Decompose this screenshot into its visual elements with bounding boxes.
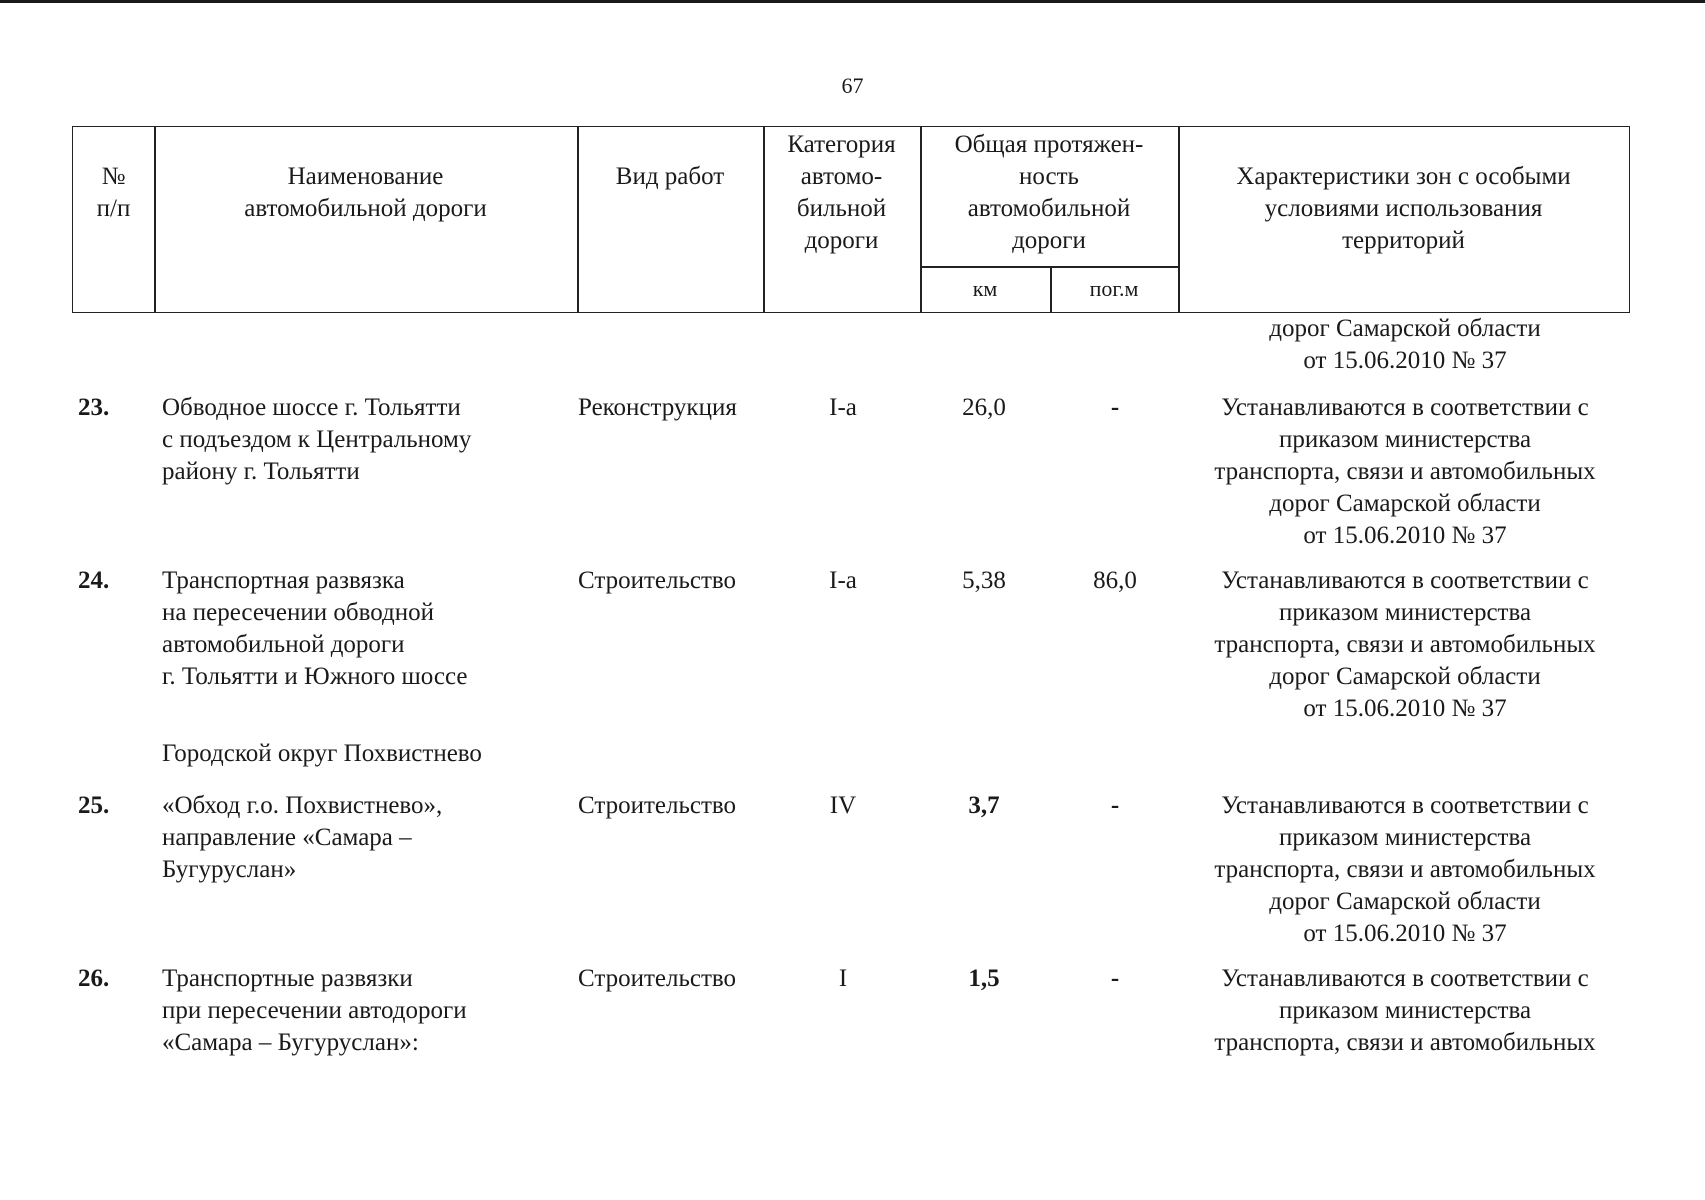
top-rule [0,0,1705,3]
work-type: Строительство [578,792,737,819]
row-number: 23. [78,394,110,421]
length-km: 1,5 [968,965,1000,992]
header-name: Наименование автомобильной дороги [244,163,487,222]
table-header [72,126,1630,313]
zone-characteristics: Устанавливаются в соответствии с приказом министерства транспорта, связи и автомобильных дорог Самарской области от 15.06.2010 № 37 [1214,792,1596,947]
subheader-divider [920,266,1178,268]
length-pm: - [1110,965,1120,992]
zone-characteristics: Устанавливаются в соответствии с приказом министерства транспорта, связи и автомобильных дорог Самарской области от 15.06.2010 № 37 [1214,394,1596,549]
road-name: «Обход г.о. Похвистнево», направление «Самара – Бугуруслан» [162,792,443,883]
road-category: IV [829,792,857,819]
road-name: Обводное шоссе г. Тольятти с подъездом к Центральному району г. Тольятти [162,394,472,485]
header-characteristics: Характеристики зон с особыми условиями использования территорий [1236,163,1571,254]
header-length-km: км [972,276,998,301]
page-number: 67 [841,73,864,98]
row-number: 26. [78,965,110,992]
road-name: Транспортные развязки при пересечении автодороги «Самара – Бугуруслан»: [162,965,467,1056]
zone-characteristics: Устанавливаются в соответствии с приказом министерства транспорта, связи и автомобильных [1214,965,1596,1056]
length-km: 5,38 [962,567,1006,594]
section-title: Городской округ Похвистнево [162,740,482,767]
length-km: 3,7 [968,792,1000,819]
length-pm: - [1110,394,1120,421]
header-num: № п/п [96,163,131,222]
length-km: 26,0 [962,394,1006,421]
row-number: 24. [78,567,110,594]
col-divider [577,127,579,312]
header-work-type: Вид работ [615,163,725,190]
road-category: I [838,965,848,992]
continuation-text: дорог Самарской области от 15.06.2010 № 37 [1269,315,1541,374]
length-pm: - [1110,792,1120,819]
road-category: I-а [829,394,857,421]
header-category: Категория автомо- бильной дороги [787,131,896,254]
road-category: I-а [829,567,857,594]
zone-characteristics: Устанавливаются в соответствии с приказом министерства транспорта, связи и автомобильных дорог Самарской области от 15.06.2010 № 37 [1214,567,1596,722]
length-pm: 86,0 [1093,567,1137,594]
road-name: Транспортная развязка на пересечении обводной автомобильной дороги г. Тольятти и Южного шоссе [162,567,468,690]
header-length: Общая протяжен- ность автомобильной дороги [954,131,1144,254]
work-type: Строительство [578,965,737,992]
row-number: 25. [78,792,110,819]
work-type: Реконструкция [578,394,737,421]
header-length-pm: пог.м [1089,276,1139,301]
work-type: Строительство [578,567,737,594]
